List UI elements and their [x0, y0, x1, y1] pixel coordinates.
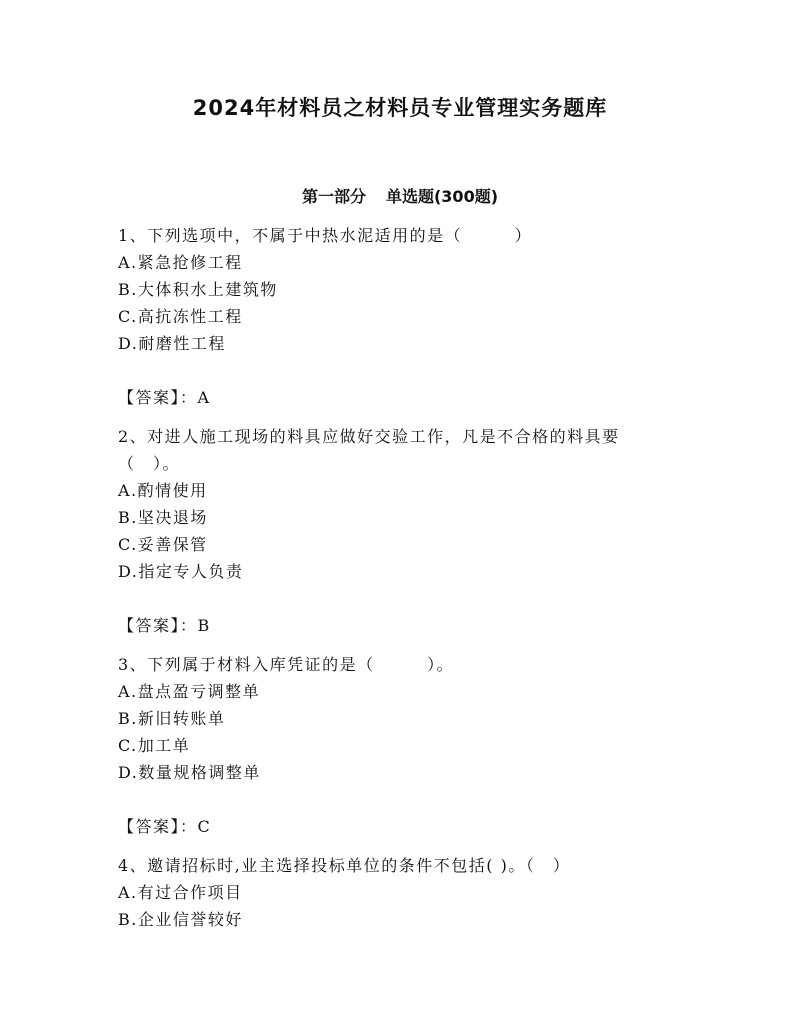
- question-1: [118, 222, 678, 411]
- answer-label: 【答案】：: [118, 388, 198, 407]
- question-4: [118, 852, 678, 933]
- answer-value: A: [197, 388, 211, 407]
- option-b: B.坚决退场: [118, 508, 208, 527]
- question-stem: 1、下列选项中，不属于中热水泥适用的是（ ）: [118, 226, 533, 245]
- answer-value: B: [197, 616, 211, 635]
- option-c: C.妥善保管: [118, 535, 208, 554]
- option-b: B.新旧转账单: [118, 709, 226, 728]
- option-b: B.企业信誉较好: [118, 910, 243, 929]
- option-b: B.大体积水上建筑物: [118, 280, 278, 299]
- document-title: 2024年材料员之材料员专业管理实务题库: [192, 96, 608, 120]
- answer-line: [118, 384, 678, 411]
- answer-label: 【答案】：: [118, 817, 198, 836]
- question-stem: 3、下列属于材料入库凭证的是（ ）。: [118, 655, 455, 674]
- section-name: 单选题(300题): [385, 187, 499, 206]
- question-3: [118, 651, 678, 840]
- question-2: [118, 423, 678, 639]
- answer-label: 【答案】：: [118, 616, 198, 635]
- option-a: A.有过合作项目: [118, 883, 243, 902]
- section-heading: [0, 184, 800, 207]
- option-a: A.紧急抢修工程: [118, 253, 243, 272]
- option-c: C.加工单: [118, 736, 191, 755]
- question-stem: 2、对进人施工现场的料具应做好交验工作，凡是不合格的料具要（ ）。: [118, 427, 620, 473]
- option-a: A.盘点盈亏调整单: [118, 682, 261, 701]
- option-d: D.耐磨性工程: [118, 334, 226, 353]
- question-list: [118, 222, 678, 933]
- answer-line: [118, 612, 678, 639]
- option-a: A.酌情使用: [118, 481, 208, 500]
- option-d: D.指定专人负责: [118, 562, 244, 581]
- answer-value: C: [197, 817, 212, 836]
- section-label: 第一部分: [301, 187, 366, 206]
- option-c: C.高抗冻性工程: [118, 307, 243, 326]
- option-d: D.数量规格调整单: [118, 763, 261, 782]
- question-stem: 4、邀请招标时,业主选择投标单位的条件不包括( )。（ ）: [118, 856, 571, 875]
- answer-line: [118, 813, 678, 840]
